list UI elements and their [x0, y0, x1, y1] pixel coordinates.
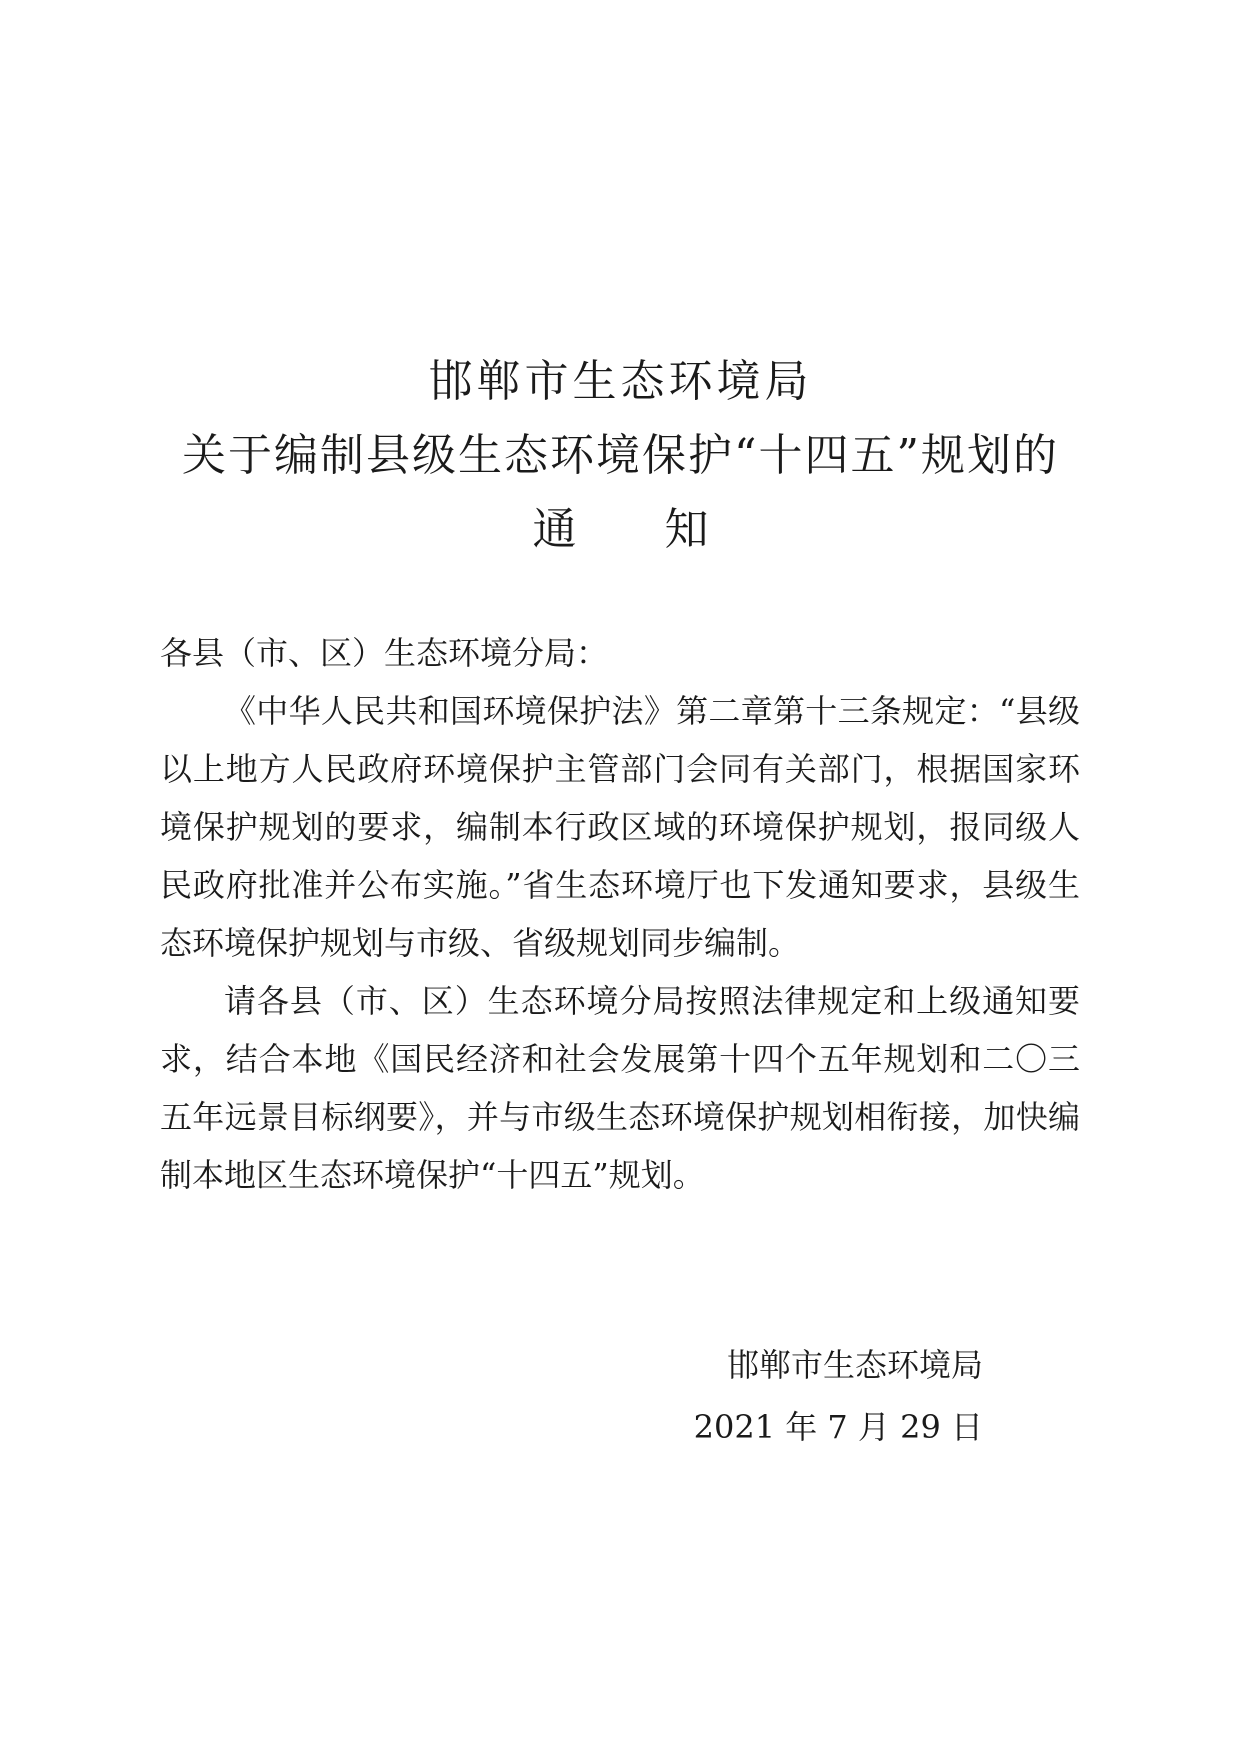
document-title-line-1: 邯郸市生态环境局 [428, 356, 813, 407]
body-paragraph-1: 《中华人民共和国环境保护法》第二章第十三条规定：“县级以上地方人民政府环境保护主管部门会同有关部门，根据国家环境保护规划的要求，编制本行政区域的环境保护规划，报同级人民政府批准并公布实施。”省生态环境厅也下发通知要求，县级生态环境保护规划与市级、省级规划同步编制。 [160, 692, 1080, 962]
document-title-line-3 [0, 504, 1241, 555]
document-title-line-2: 关于编制县级生态环境保护“十四五”规划的 [182, 430, 1059, 481]
signature-organization: 邯郸市生态环境局 [726, 1346, 983, 1384]
document-title-notice-right: 知 [664, 504, 709, 555]
salutation: 各县（市、区）生态环境分局： [160, 634, 609, 672]
body-paragraph-2: 请各县（市、区）生态环境分局按照法律规定和上级通知要求，结合本地《国民经济和社会发展第十四个五年规划和二〇三五年远景目标纲要》，并与市级生态环境保护规划相衔接，加快编制本地区生态环境保护“十四五”规划。 [160, 982, 1080, 1194]
document-title-notice-left: 通 [532, 504, 577, 555]
document-title-notice [532, 504, 709, 555]
signature-date: 2021 年 7 月 29 日 [693, 1408, 983, 1446]
